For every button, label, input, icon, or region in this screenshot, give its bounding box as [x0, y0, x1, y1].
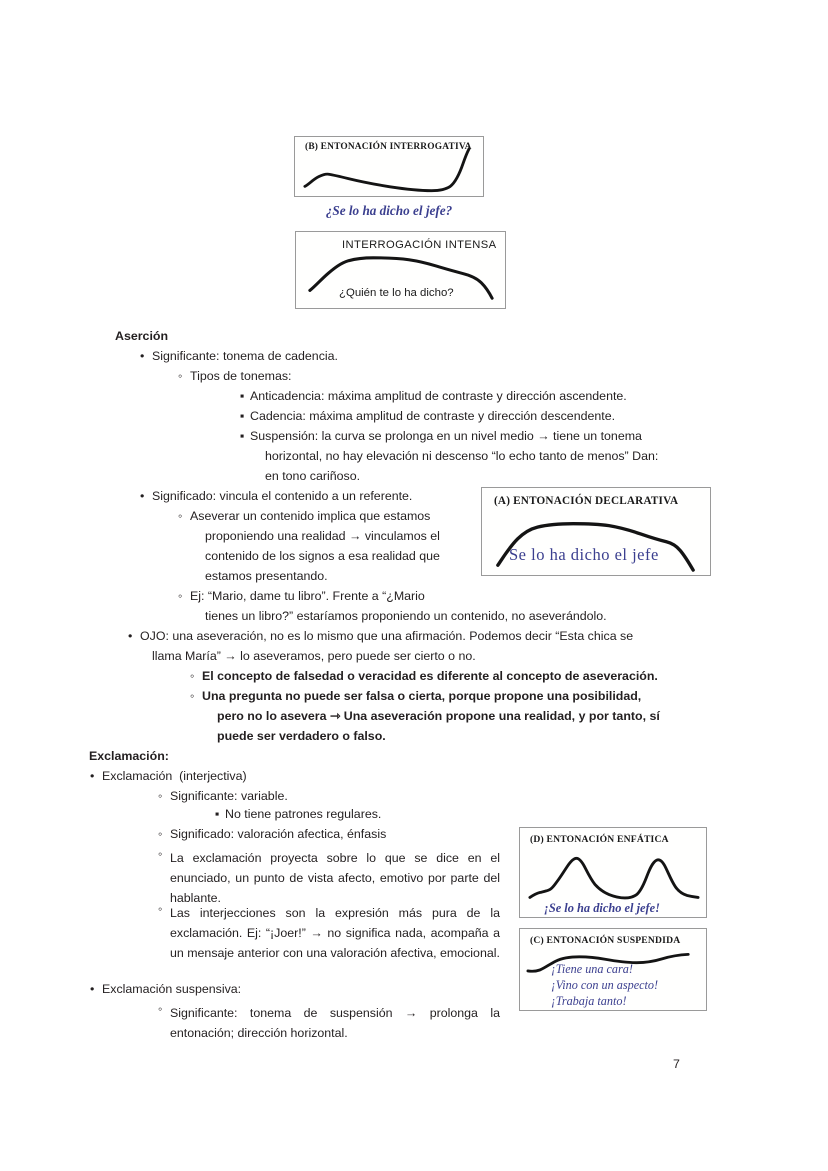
asercion-pregunta-line1: Una pregunta no puede ser falsa o cierta, porque propone una posibilidad, [202, 689, 642, 703]
bullet-tipos-tonemas [178, 370, 182, 382]
bullet-significante-cadencia [140, 350, 144, 362]
asercion-aseverar-line3: contenido de los signos a esa realidad que [205, 549, 440, 563]
asercion-ojo-line1: OJO: una aseveración, no es lo mismo que una afirmación. Podemos decir “Esta chica se [140, 629, 634, 643]
bullet-no-patrones [215, 808, 219, 820]
figure-d-enfatica [519, 827, 707, 918]
exclamacion-significante: Significante: variable. [170, 789, 288, 803]
asercion-ojo-line2: llama María” → lo aseveramos, pero puede ser cierto o no. [152, 649, 476, 663]
asercion-aseverar-line2: proponiendo una realidad → vinculamos el [205, 529, 440, 543]
figure-c-title: (C) ENTONACIÓN SUSPENDIDA [530, 935, 681, 946]
asercion-cadencia: Cadencia: máxima amplitud de contraste y dirección descendente. [250, 409, 616, 423]
bullet-exclamacion-suspensiva [90, 983, 94, 995]
asercion-suspension-line2: horizontal, no hay elevación ni descenso “lo echo tanto de menos” Dan: [265, 449, 659, 463]
asercion-aseverar-line4: estamos presentando. [205, 569, 328, 583]
asercion-heading: Aserción [115, 329, 169, 343]
figure-interrogacion-intensa-title: INTERROGACIÓN INTENSA [342, 239, 497, 251]
exclamacion-patrones: No tiene patrones regulares. [225, 807, 382, 821]
figure-c-caption-2: ¡Vino con un aspecto! [551, 978, 659, 992]
page-number: 7 [673, 1057, 680, 1071]
asercion-tipos-tonemas: Tipos de tonemas: [190, 369, 292, 383]
bullet-cadencia [240, 410, 244, 422]
asercion-suspension-line3: en tono cariñoso. [265, 469, 361, 483]
asercion-pregunta-line3: puede ser verdadero o falso. [217, 729, 386, 743]
figure-c-caption-3: ¡Trabaja tanto! [551, 994, 627, 1008]
exclamacion-heading: Exclamación: [89, 749, 169, 763]
figure-interrogacion-intensa-caption: ¿Quién te lo ha dicho? [339, 287, 454, 299]
figure-b-caption: ¿Se lo ha dicho el jefe? [325, 203, 453, 218]
exclamacion-suspensiva: Exclamación suspensiva: [102, 982, 242, 996]
figure-a-declarativa [481, 487, 711, 576]
exclamacion-significante-suspension: Significante: tonema de suspensión → prolonga la entonación; dirección horizontal. [170, 1006, 500, 1040]
asercion-significante: Significante: tonema de cadencia. [152, 349, 338, 363]
figure-b-interrogativa [294, 136, 484, 197]
asercion-significado: Significado: vincula el contenido a un referente. [152, 489, 413, 503]
bullet-exclamacion-interjectiva [90, 770, 94, 782]
exclamacion-interjecciones: Las interjecciones son la expresión más pura de la exclamación. Ej: “¡Joer!” → no significa nada, acompaña a un mensaje anterior con una valoración afectiva, emocional. [170, 906, 500, 960]
figure-d-caption: ¡Se lo ha dicho el jefe! [544, 901, 660, 915]
bullet-proyecta [158, 848, 162, 860]
figure-c-caption-1: ¡Tiene una cara! [551, 962, 633, 976]
bullet-significado-referente [140, 490, 144, 502]
figure-d-title: (D) ENTONACIÓN ENFÁTICA [530, 834, 669, 845]
exclamacion-significado: Significado: valoración afectica, énfasis [170, 827, 387, 841]
bullet-significante-suspension [158, 1003, 162, 1015]
bullet-anticadencia [240, 390, 244, 402]
asercion-ejemplo-line2: tienes un libro?” estaríamos proponiendo un contenido, no aseverándolo. [205, 609, 607, 623]
asercion-suspension-line1: Suspensión: la curva se prolonga en un nivel medio → tiene un tonema [250, 429, 642, 443]
asercion-concepto-falsedad: El concepto de falsedad o veracidad es diferente al concepto de aseveración. [202, 669, 658, 683]
bullet-significante-variable [158, 790, 162, 802]
bullet-suspension [240, 430, 244, 442]
exclamacion-proyecta: La exclamación proyecta sobre lo que se dice en el enunciado, un punto de vista afecto, emotivo por parte del hablante. [170, 851, 500, 905]
asercion-anticadencia: Anticadencia: máxima amplitud de contraste y dirección ascendente. [250, 389, 627, 403]
figure-a-caption: Se lo ha dicho el jefe [509, 545, 659, 564]
bullet-significado-valoracion [158, 828, 162, 840]
exclamacion-interjectiva: Exclamación (interjectiva) [102, 769, 247, 783]
bullet-ejemplo-mario [178, 590, 182, 602]
figure-interrogacion-intensa [295, 231, 506, 309]
figure-c-suspendida [519, 928, 707, 1011]
asercion-aseverar-line1: Aseverar un contenido implica que estamos [190, 509, 431, 523]
figure-b-title: (B) ENTONACIÓN INTERROGATIVA [305, 142, 472, 152]
bullet-pregunta-falsa [190, 690, 194, 702]
bullet-interjecciones [158, 903, 162, 915]
bullet-concepto-falsedad [190, 670, 194, 682]
bullet-aseverar [178, 510, 182, 522]
figure-a-title: (A) ENTONACIÓN DECLARATIVA [494, 495, 679, 507]
bullet-ojo [128, 630, 132, 642]
asercion-ejemplo-line1: Ej: “Mario, dame tu libro”. Frente a “¿Mario [190, 589, 425, 603]
asercion-pregunta-line2: pero no lo asevera ⇾ Una aseveración propone una realidad, y por tanto, sí [217, 709, 660, 723]
